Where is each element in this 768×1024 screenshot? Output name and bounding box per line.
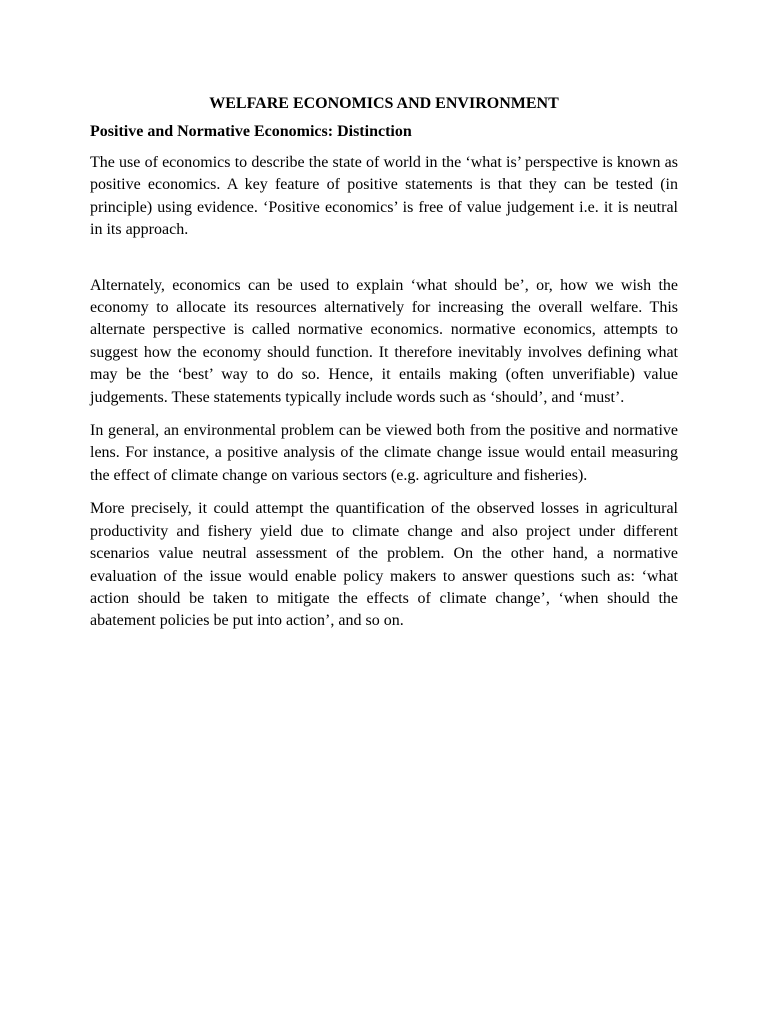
paragraph-climate-change-analysis: More precisely, it could attempt the quantification of the observed losses in agricultural productivity and fishery yield due to climate change and also project under different scenarios value neutral assessment of the problem. On the other hand, a normative evaluation of the issue would enable policy makers to answer questions such as: ‘what action should be taken to mitigate the effects of climate change’, ‘when should the abatement policies be put into action’, and so on. (90, 500, 678, 630)
paragraph-normative-economics: Alternately, economics can be used to explain ‘what should be’, or, how we wish the economy to allocate its resources alternatively for increasing the overall welfare. This alternate perspective is called normative economics. normative economics, attempts to suggest how the economy should function. It therefore inevitably involves defining what may be the ‘best’ way to do so. Hence, it entails making (often unverifiable) value judgements. These statements typically include words such as ‘should’, and ‘must’. (90, 276, 678, 406)
document-body (90, 92, 678, 644)
paragraph-positive-economics: The use of economics to describe the state of world in the ‘what is’ perspective is known as positive economics. A key feature of positive statements is that they can be tested (in principle) using evidence. ‘Positive economics’ is free of value judgement i.e. it is neutral in its approach. (90, 154, 678, 239)
paragraph-environmental-problem: In general, an environmental problem can be viewed both from the positive and normative lens. For instance, a positive analysis of the climate change issue would entail measuring the effect of climate change on various sectors (e.g. agriculture and fisheries). (90, 422, 678, 484)
document-title: WELFARE ECONOMICS AND ENVIRONMENT (209, 95, 559, 112)
section-heading: Positive and Normative Economics: Distinction (90, 123, 412, 140)
